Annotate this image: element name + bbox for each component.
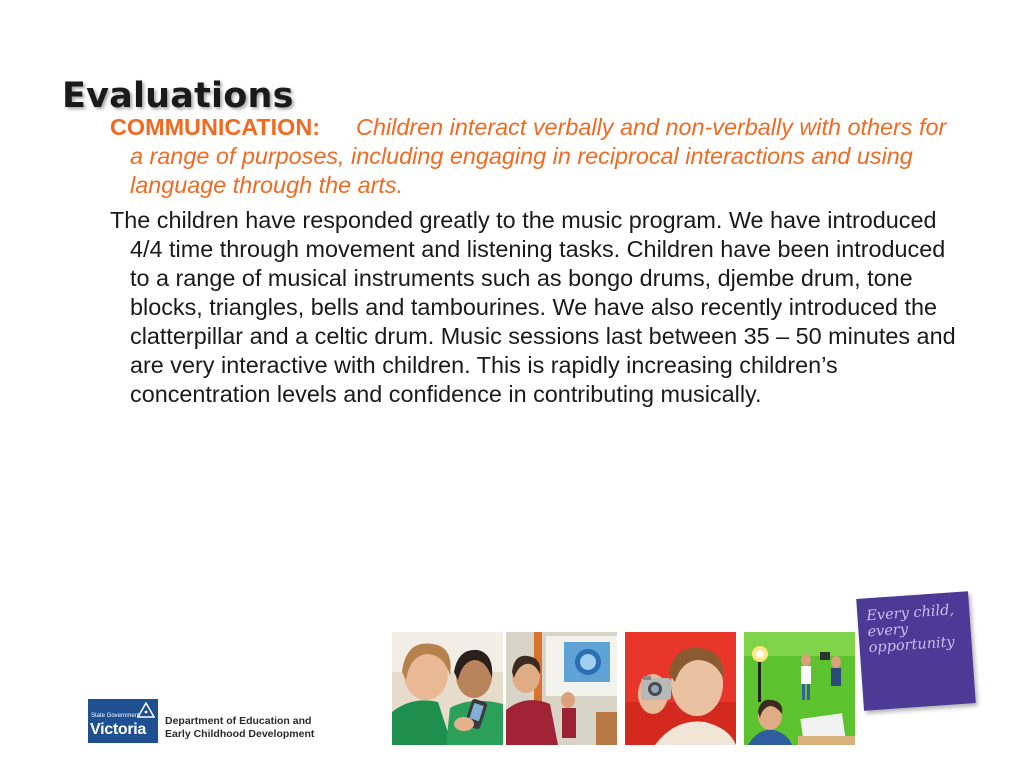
photo-boy-with-camera xyxy=(625,632,736,745)
slide-title: Evaluations xyxy=(62,76,294,116)
photo-girls-with-phone xyxy=(392,632,503,745)
evaluation-body: The children have responded greatly to the music program. We have introduced 4/4 time through movement and listening tasks. Children have been introduced to a range of musical instruments such as bongo drums, djembe drum, tone blocks, triangles, bells and tambourines. We have also recently introduced the clatterpillar and a celtic drum. Music sessions last between 35 – 50 minutes and are very interactive with children. This is rapidly increasing children’s concentration levels and confidence in contributing musically. xyxy=(110,207,956,407)
tagline-badge xyxy=(856,591,976,711)
photo-kids-green-screen xyxy=(744,632,855,745)
communication-text: Children interact verbally and non-verbally with others for a range of purposes, including engaging in reciprocal interactions and using language through the arts. xyxy=(130,114,947,198)
logo-state-name: Victoria xyxy=(90,721,146,738)
department-name-line2: Early Childhood Development xyxy=(165,728,315,740)
communication-outcome xyxy=(110,113,960,200)
communication-label: COMMUNICATION: xyxy=(110,114,321,140)
slide-content xyxy=(110,113,960,409)
department-name-line1: Department of Education and xyxy=(165,715,312,727)
photo-classroom-whiteboard xyxy=(506,632,617,745)
department-logo xyxy=(88,699,328,745)
department-name xyxy=(165,715,314,741)
southern-cross-icon xyxy=(137,702,155,720)
tagline-text: Every child, every opportunity xyxy=(865,602,956,657)
logo-small-text: State Government xyxy=(91,713,140,719)
victoria-logo-mark xyxy=(88,699,158,743)
